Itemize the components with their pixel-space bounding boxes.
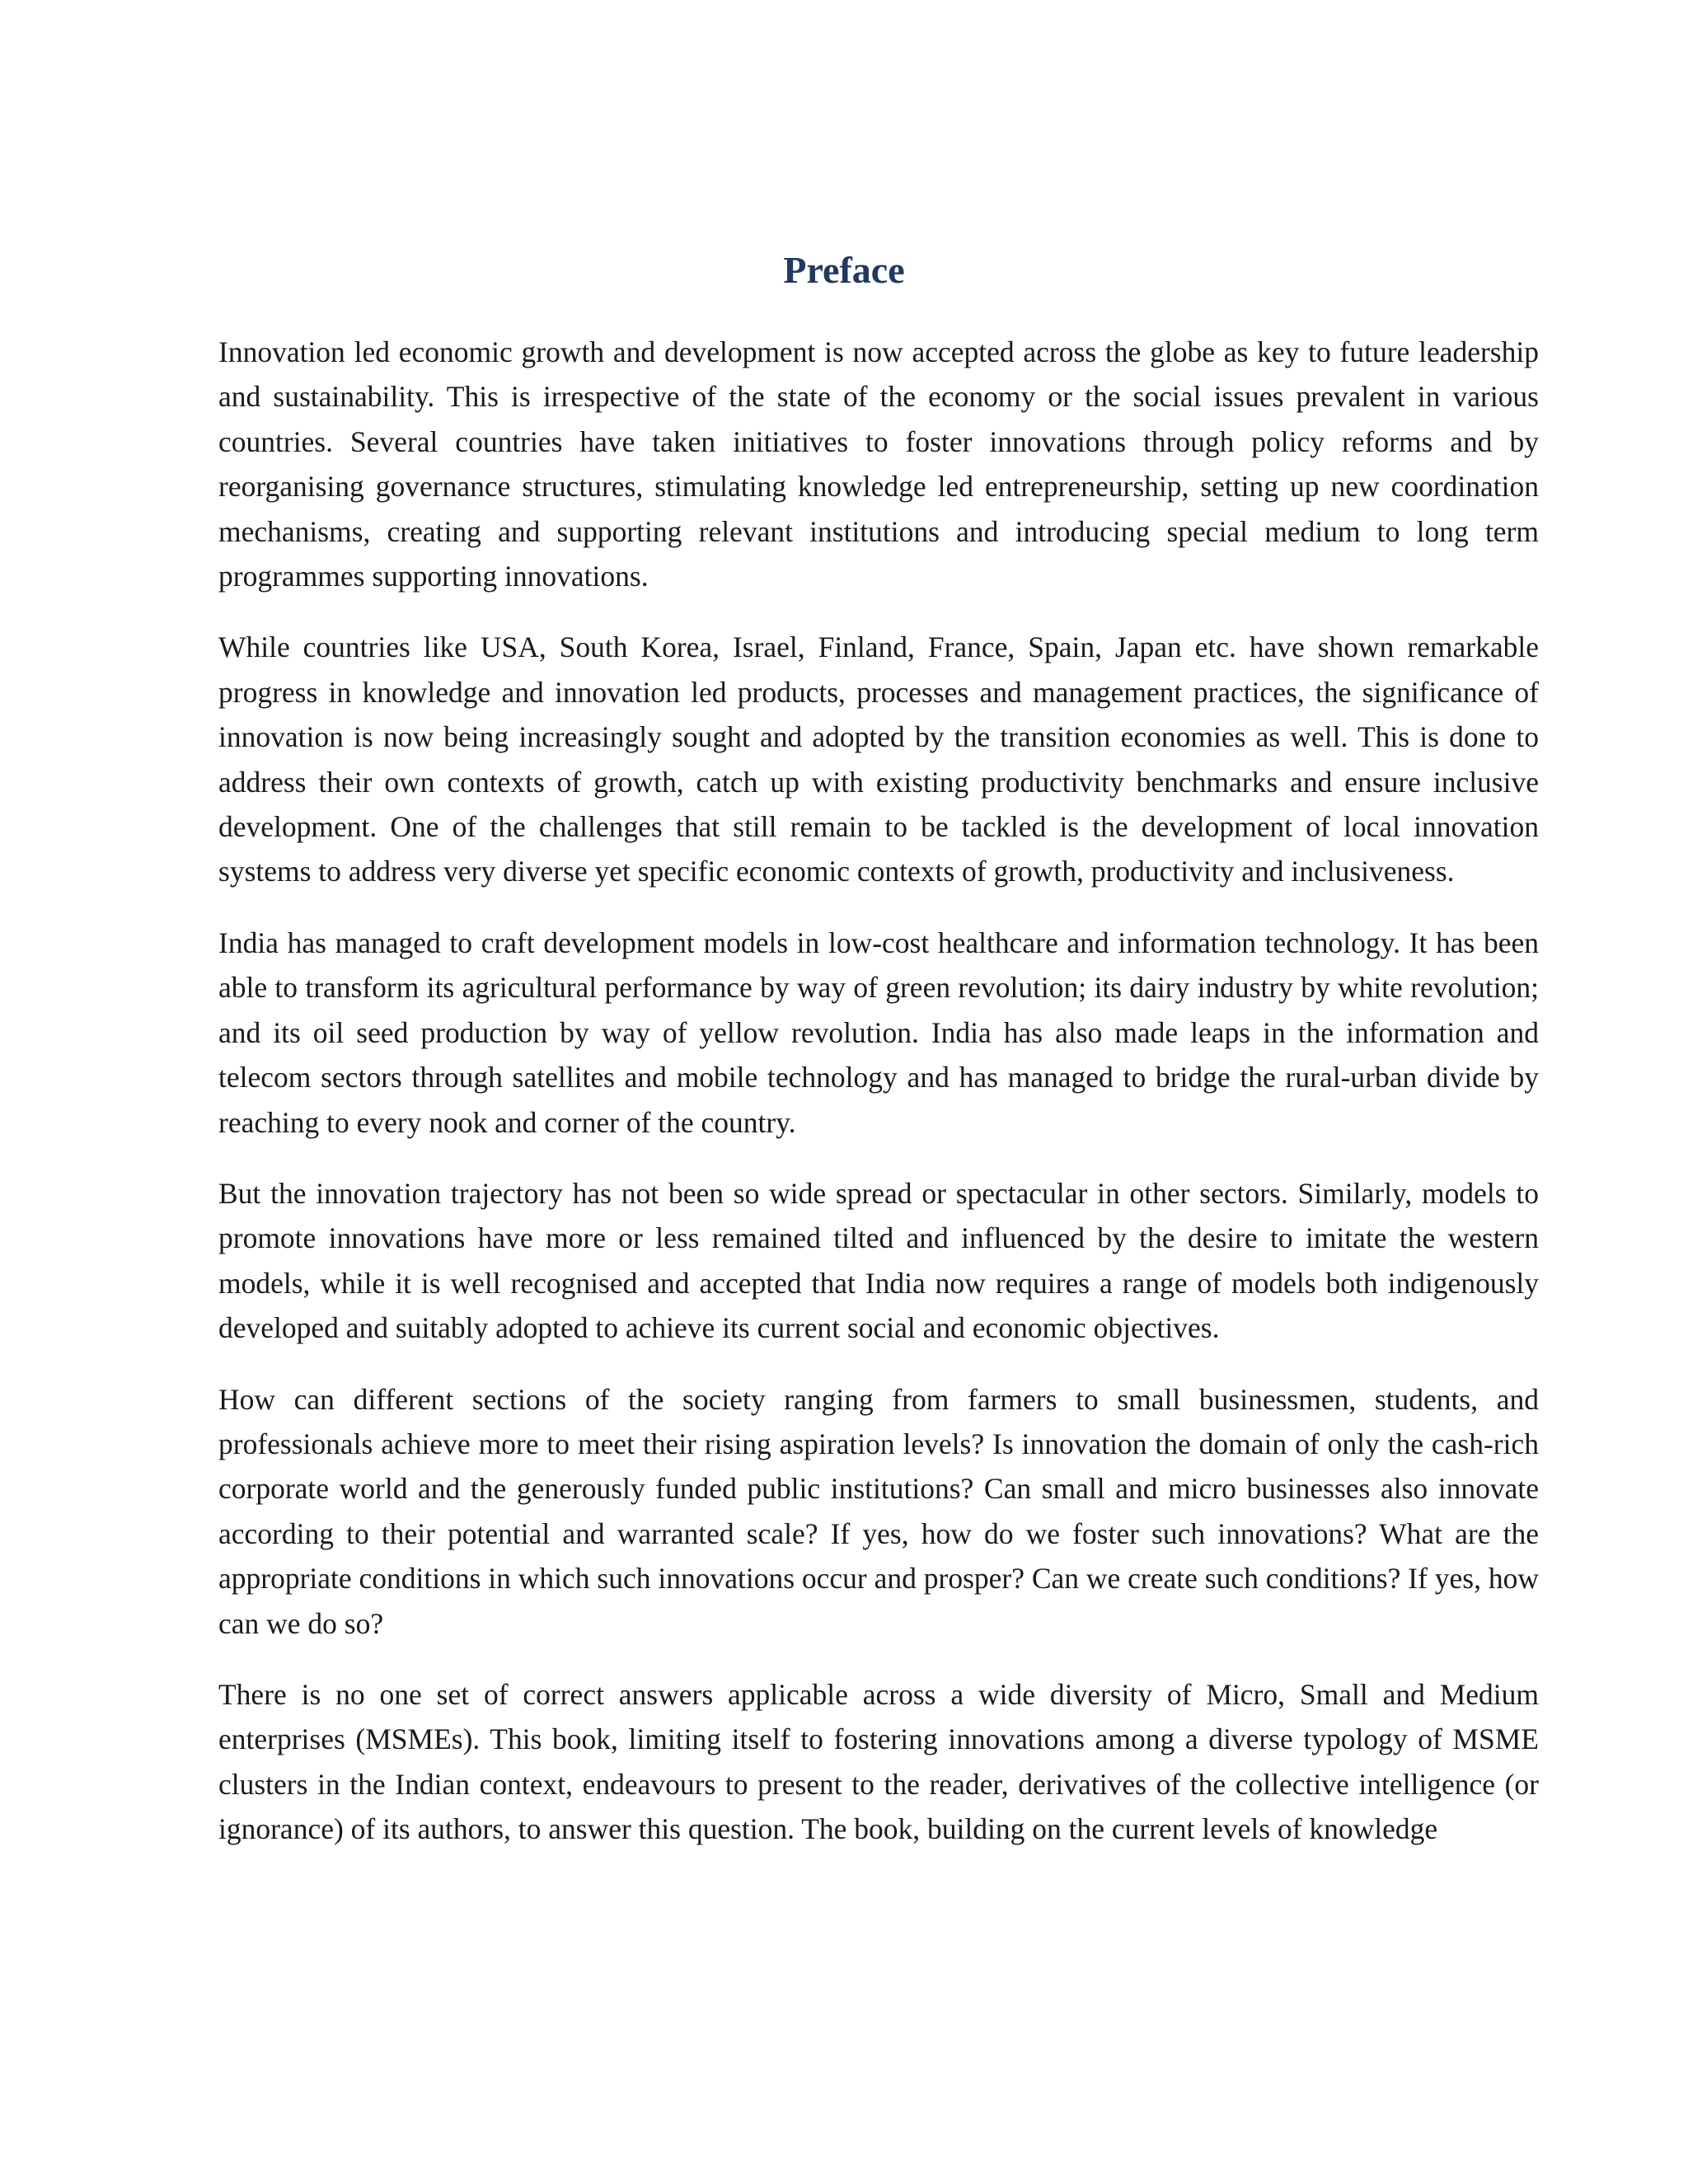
body-text	[218, 330, 1539, 1878]
paragraph-4: But the innovation trajectory has not been so wide spread or spectacular in other sectors. Similarly, models to promote innovations have more or less remained tilted and influenced by the desire to imitate the western models, while it is well recognised and accepted that India now requires a range of models both indigenously developed and suitably adopted to achieve its current social and economic objectives.	[218, 1176, 1539, 1345]
paragraph-1: Innovation led economic growth and development is now accepted across the globe as key to future leadership and sustainability. This is irrespective of the state of the economy or the social issues prevalent in various countries. Several countries have taken initiatives to foster innovations through policy reforms and by reorganising governance structures, stimulating knowledge led entrepreneurship, setting up new coordination mechanisms, creating and supporting relevant institutions and introducing special medium to long term programmes supporting innovations.	[218, 335, 1539, 593]
paragraph-2: While countries like USA, South Korea, Israel, Finland, France, Spain, Japan etc. have shown remarkable progress in knowledge and innovation led products, processes and management practices, the significance of innovation is now being increasingly sought and adopted by the transition economies as well. This is done to address their own contexts of growth, catch up with existing productivity benchmarks and ensure inclusive development. One of the challenges that still remain to be tackled is the development of local innovation systems to address very diverse yet specific economic contexts of growth, productivity and inclusiveness.	[218, 630, 1539, 888]
page-title: Preface	[783, 249, 905, 291]
paragraph-6: There is no one set of correct answers applicable across a wide diversity of Micro, Small and Medium enterprises (MSMEs). This book, limiting itself to fostering innovations among a diverse typology of MSME clusters in the Indian context, endeavours to present to the reader, derivatives of the collective intelligence (or ignorance) of its authors, to answer this question. The book, building on the current levels of knowledge	[218, 1677, 1539, 1846]
paragraph-3: India has managed to craft development models in low-cost healthcare and information technology. It has been able to transform its agricultural performance by way of green revolution; its dairy industry by white revolution; and its oil seed production by way of yellow revolution. India has also made leaps in the information and telecom sectors through satellites and mobile technology and has managed to bridge the rural-urban divide by reaching to every nook and corner of the country.	[218, 926, 1539, 1139]
paragraph-5: How can different sections of the society ranging from farmers to small businessmen, students, and professionals achieve more to meet their rising aspiration levels? Is innovation the domain of only the cash-rich corporate world and the generously funded public institutions? Can small and micro businesses also innovate according to their potential and warranted scale? If yes, how do we foster such innovations? What are the appropriate conditions in which such innovations occur and prosper? Can we create such conditions? If yes, how can we do so?	[218, 1382, 1539, 1640]
